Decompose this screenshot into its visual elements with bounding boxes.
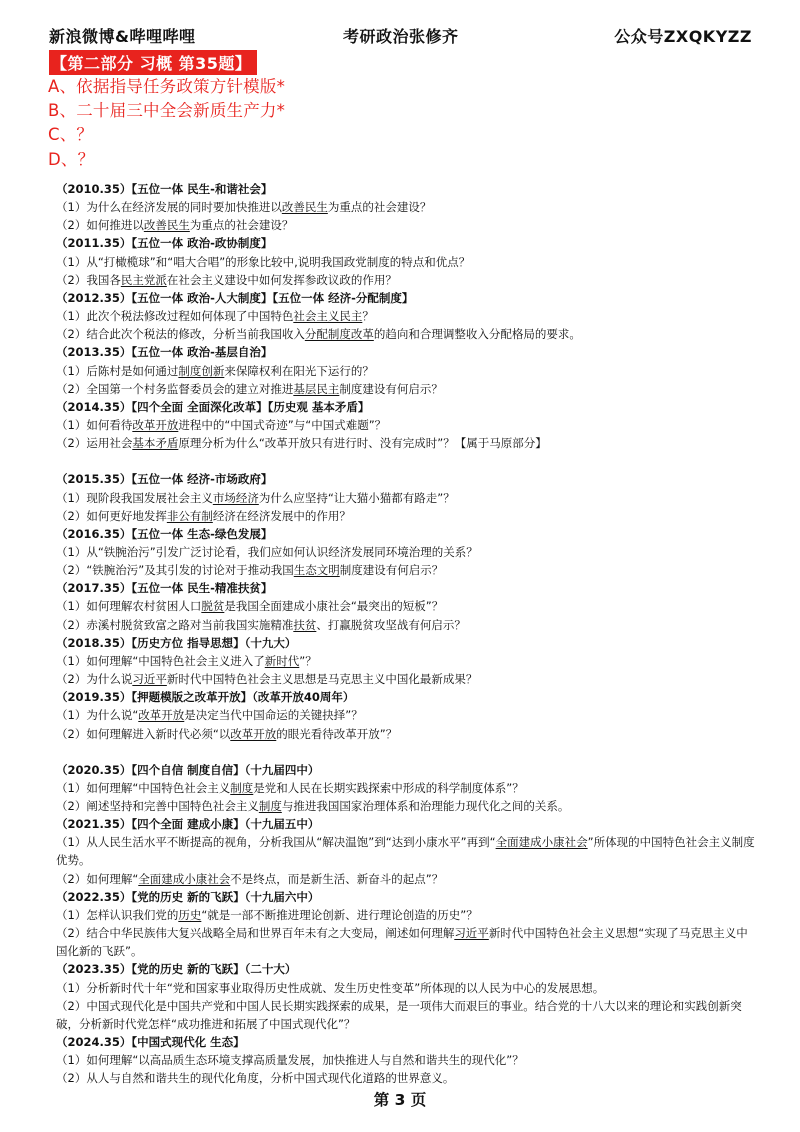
keyword-underlined: 历史 — [178, 907, 202, 922]
question-text: 是我国全面建成小康社会“最突出的短板”？ — [224, 599, 444, 614]
question-line — [56, 833, 756, 869]
question-text: （1）为什么在经济发展的同时要加快推进以 — [56, 200, 282, 215]
question-text: 为重点的社会建设？ — [189, 218, 294, 233]
keyword-underlined: 全面建成小康社会 — [138, 871, 231, 886]
question-text: （1）从“打橄榄球”和“唱大合唱”的形象比较中,说明我国政党制度的特点和优点？ — [56, 254, 471, 269]
question-line — [56, 325, 756, 343]
keyword-underlined: 习近平 — [132, 672, 167, 687]
page-header — [49, 24, 752, 48]
question-line — [56, 870, 756, 888]
question-text: （2）我国各 — [56, 272, 121, 287]
question-text: 来保障权利在阳光下运行的？ — [224, 363, 374, 378]
question-text: 为重点的社会建设？ — [327, 200, 432, 215]
question-line — [56, 706, 756, 724]
question-line — [56, 725, 756, 743]
exam-year-tag: （2019.35）【押题模版之改革开放】（改革开放40周年） — [56, 690, 355, 705]
question-line — [56, 797, 756, 815]
question-text: （2）赤溪村脱贫致富之路对当前我国实施精准 — [56, 617, 294, 632]
exam-year-tag: （2024.35）【中国式现代化 生态】 — [56, 1035, 245, 1050]
keyword-underlined: 习近平 — [454, 926, 489, 941]
keyword-underlined: 非公有制 — [166, 508, 213, 523]
page-number: 第 3 页 — [373, 1091, 427, 1109]
question-text: （2）阐述坚持和完善中国特色社会主义 — [56, 799, 259, 813]
question-text: 新时代中国特色社会主义思想是马克思主义中国化最新成果？ — [166, 672, 478, 687]
keyword-underlined: 基本矛盾 — [132, 436, 179, 451]
keyword-underlined: 制度 — [258, 799, 282, 813]
exam-year-tag: （2010.35）【五位一体 民生-和谐社会】 — [56, 182, 273, 196]
question-line — [56, 997, 756, 1033]
question-line — [56, 779, 756, 797]
header-weibo-bilibili: 新浪微博&哔哩哔哩 — [49, 27, 196, 46]
exam-year-tag: （2023.35）【党的历史 新的飞跃】（二十大） — [56, 962, 297, 977]
exam-year-tag: （2018.35）【历史方位 指导思想】（十九大） — [56, 635, 297, 650]
question-text: 是党和人民在长期实践探索中形成的科学制度体系”？ — [253, 780, 524, 795]
keyword-underlined: 制度 — [230, 780, 254, 795]
question-text: 不是终点，而是新生活、新奋斗的起点”？ — [230, 871, 444, 886]
question-text: （1）如何理解“以高品质生态环境支撑高质量发展，加快推进人与自然和谐共生的现代化”？ — [56, 1053, 524, 1068]
question-text: （2）如何推进以 — [56, 218, 144, 233]
question-line — [56, 307, 756, 325]
question-line — [56, 1069, 756, 1087]
question-line — [56, 561, 756, 579]
question-line — [56, 380, 756, 398]
question-text: ”所体现的中国特色社会主义制度优势。 — [56, 835, 755, 868]
question-text: 为什么应坚持“让大猫小猫都有路走”？ — [258, 490, 455, 505]
question-text: （2）结合中华民族伟大复兴战略全局和世界百年未有之大变局，阐述如何理解 — [56, 926, 455, 941]
question-text: （1）此次个税法修改过程如何体现了中国特色 — [56, 309, 294, 324]
keyword-underlined: 改善民生 — [281, 200, 328, 215]
question-line — [56, 652, 756, 670]
header-author: 考研政治张修齐 — [343, 27, 459, 46]
exam-year-tag: （2021.35）【四个全面 建成小康】（十九届五中） — [56, 817, 320, 832]
question-text: 的趋向和合理调整收入分配格局的要求。 — [373, 327, 581, 342]
question-text: 与推进我国国家治理体系和治理能力现代化之间的关系。 — [281, 799, 570, 813]
question-text: （1）后陈村是如何通过 — [56, 363, 179, 378]
question-text: （1）从人民生活水平不断提高的视角，分析我国从“解决温饱”到“达到小康水平”再到“ — [56, 835, 496, 850]
question-line — [56, 216, 756, 234]
question-text: （2）中国式现代化是中国共产党和中国人民长期实践探索的成果，是一项伟大而艰巨的事业。结合党的十八大以来的理论和实践创新突破，分析新时代党怎样“成功推进和拓展了中国式现代化”？ — [56, 998, 742, 1031]
question-text: 新时代中国特色社会主义思想“实现了马克思主义中国化新的飞跃”。 — [56, 926, 748, 959]
section-spacer — [56, 452, 756, 470]
question-text: （2）为什么说 — [56, 672, 133, 687]
question-line — [56, 434, 756, 452]
question-text: （1）如何理解“中国特色社会主义进入了 — [56, 653, 265, 668]
question-text: 在社会主义建设中如何发挥参政议政的作用？ — [166, 272, 397, 287]
exam-year-tag: （2017.35）【五位一体 民生-精准扶贫】 — [56, 581, 273, 596]
question-text: （2）“铁腕治污”及其引发的讨论对于推动我国 — [56, 563, 294, 578]
question-text: （2）如何更好地发挥 — [56, 508, 167, 523]
exam-year-tag: （2016.35）【五位一体 生态-绿色发展】 — [56, 526, 273, 541]
question-text: （1）如何看待 — [56, 418, 133, 433]
question-line — [56, 253, 756, 271]
question-text: “就是一部不断推进理论创新、进行理论创造的历史”？ — [201, 907, 478, 922]
section-spacer — [56, 743, 756, 761]
keyword-underlined: 民主党派 — [120, 272, 167, 287]
question-text: 经济在经济发展中的作用？ — [212, 508, 351, 523]
question-text: （2）从人与自然和谐共生的现代化角度，分析中国式现代化道路的世界意义。 — [56, 1071, 455, 1086]
keyword-underlined: 市场经济 — [212, 490, 259, 505]
question-text: （2）如何理解进入新时代必须“以 — [56, 726, 231, 741]
keyword-underlined: 改善民生 — [143, 218, 190, 233]
option-b: B、二十届三中全会新质生产力* — [48, 101, 286, 121]
question-line — [56, 597, 756, 615]
question-text: （2）如何理解“ — [56, 871, 139, 886]
question-line — [56, 507, 756, 525]
option-c: C、？ — [48, 125, 94, 145]
exam-year-tag: （2020.35）【四个自信 制度自信】（十九届四中） — [56, 762, 320, 777]
keyword-underlined: 改革开放 — [138, 708, 185, 723]
question-text: （2）运用社会 — [56, 436, 133, 451]
exam-year-tag: （2022.35）【党的历史 新的飞跃】（十九届六中） — [56, 889, 320, 904]
question-line — [56, 271, 756, 289]
question-text: 制度建设有何启示？ — [339, 563, 444, 578]
question-line — [56, 416, 756, 434]
exam-year-tag: （2014.35）【四个全面 全面深化改革】【历史观 基本矛盾】 — [56, 399, 370, 414]
header-wechat-account: 公众号ZXQKYZZ — [614, 27, 752, 46]
exam-year-tag: （2013.35）【五位一体 政治-基层自治】 — [56, 345, 273, 360]
exam-year-tag: （2011.35）【五位一体 政治-政协制度】 — [56, 236, 273, 251]
question-text: （1）怎样认识我们党的 — [56, 907, 179, 922]
question-line — [56, 670, 756, 688]
option-a: A、依据指导任务政策方针模版* — [48, 77, 286, 96]
question-text: （1）现阶段我国发展社会主义 — [56, 490, 213, 505]
question-line — [56, 543, 756, 561]
exam-year-tag: （2015.35）【五位一体 经济-市场政府】 — [56, 472, 273, 487]
keyword-underlined: 社会主义民主 — [293, 309, 363, 324]
question-text: ？ — [362, 309, 374, 324]
keyword-underlined: 改革开放 — [132, 418, 179, 433]
question-text: 原理分析为什么“改革开放只有进行时、没有完成时”？【属于马原部分】 — [178, 436, 547, 451]
question-text: （1）为什么说“ — [56, 708, 139, 723]
question-text: （2）结合此次个税法的修改，分析当前我国收入 — [56, 327, 305, 342]
keyword-underlined: 扶贫 — [293, 617, 317, 632]
keyword-underlined: 基层民主 — [293, 381, 340, 396]
question-text: （1）从“铁腕治污”引发广泛讨论看，我们应如何认识经济发展同环境治理的关系？ — [56, 544, 478, 559]
keyword-underlined: 新时代 — [264, 653, 300, 668]
question-text: （1）如何理解农村贫困人口 — [56, 599, 202, 614]
question-text: 制度建设有何启示？ — [339, 381, 443, 396]
exam-year-tag: （2012.35）【五位一体 政治-人大制度】【五位一体 经济-分配制度】 — [56, 290, 414, 305]
keyword-underlined: 脱贫 — [201, 599, 225, 614]
question-text: （1）分析新时代十年“党和国家事业取得历史性成就、发生历史性变革”所体现的以人民为中心的发展思想。 — [56, 980, 605, 995]
past-exam-question-list — [56, 180, 756, 1088]
question-line — [56, 362, 756, 380]
keyword-underlined: 全面建成小康社会 — [495, 835, 588, 850]
section-tag: 【第二部分 习概 第35题】 — [49, 50, 257, 75]
question-text: 是决定当代中国命运的关键抉择”？ — [184, 708, 363, 723]
keyword-underlined: 分配制度改革 — [304, 327, 374, 342]
question-line — [56, 616, 756, 634]
question-line — [56, 924, 756, 960]
question-text: （2）全国第一个村务监督委员会的建立对推进 — [56, 381, 294, 396]
question-text: 进程中的“中国式奇迹”与“中国式难题”？ — [178, 418, 387, 433]
question-text: 的眼光看待改革开放”？ — [276, 726, 398, 741]
option-d: D、？ — [48, 149, 95, 169]
question-text: ”？ — [299, 653, 317, 668]
question-text: 、打赢脱贫攻坚战有何启示？ — [316, 617, 466, 632]
prediction-options — [48, 75, 285, 172]
keyword-underlined: 制度创新 — [178, 363, 225, 378]
question-line — [56, 198, 756, 216]
keyword-underlined: 生态文明 — [293, 563, 340, 578]
keyword-underlined: 改革开放 — [230, 726, 277, 741]
question-line — [56, 1051, 756, 1069]
question-text: （1）如何理解“中国特色社会主义 — [56, 780, 231, 795]
question-line — [56, 906, 756, 924]
question-line — [56, 489, 756, 507]
question-line — [56, 979, 756, 997]
